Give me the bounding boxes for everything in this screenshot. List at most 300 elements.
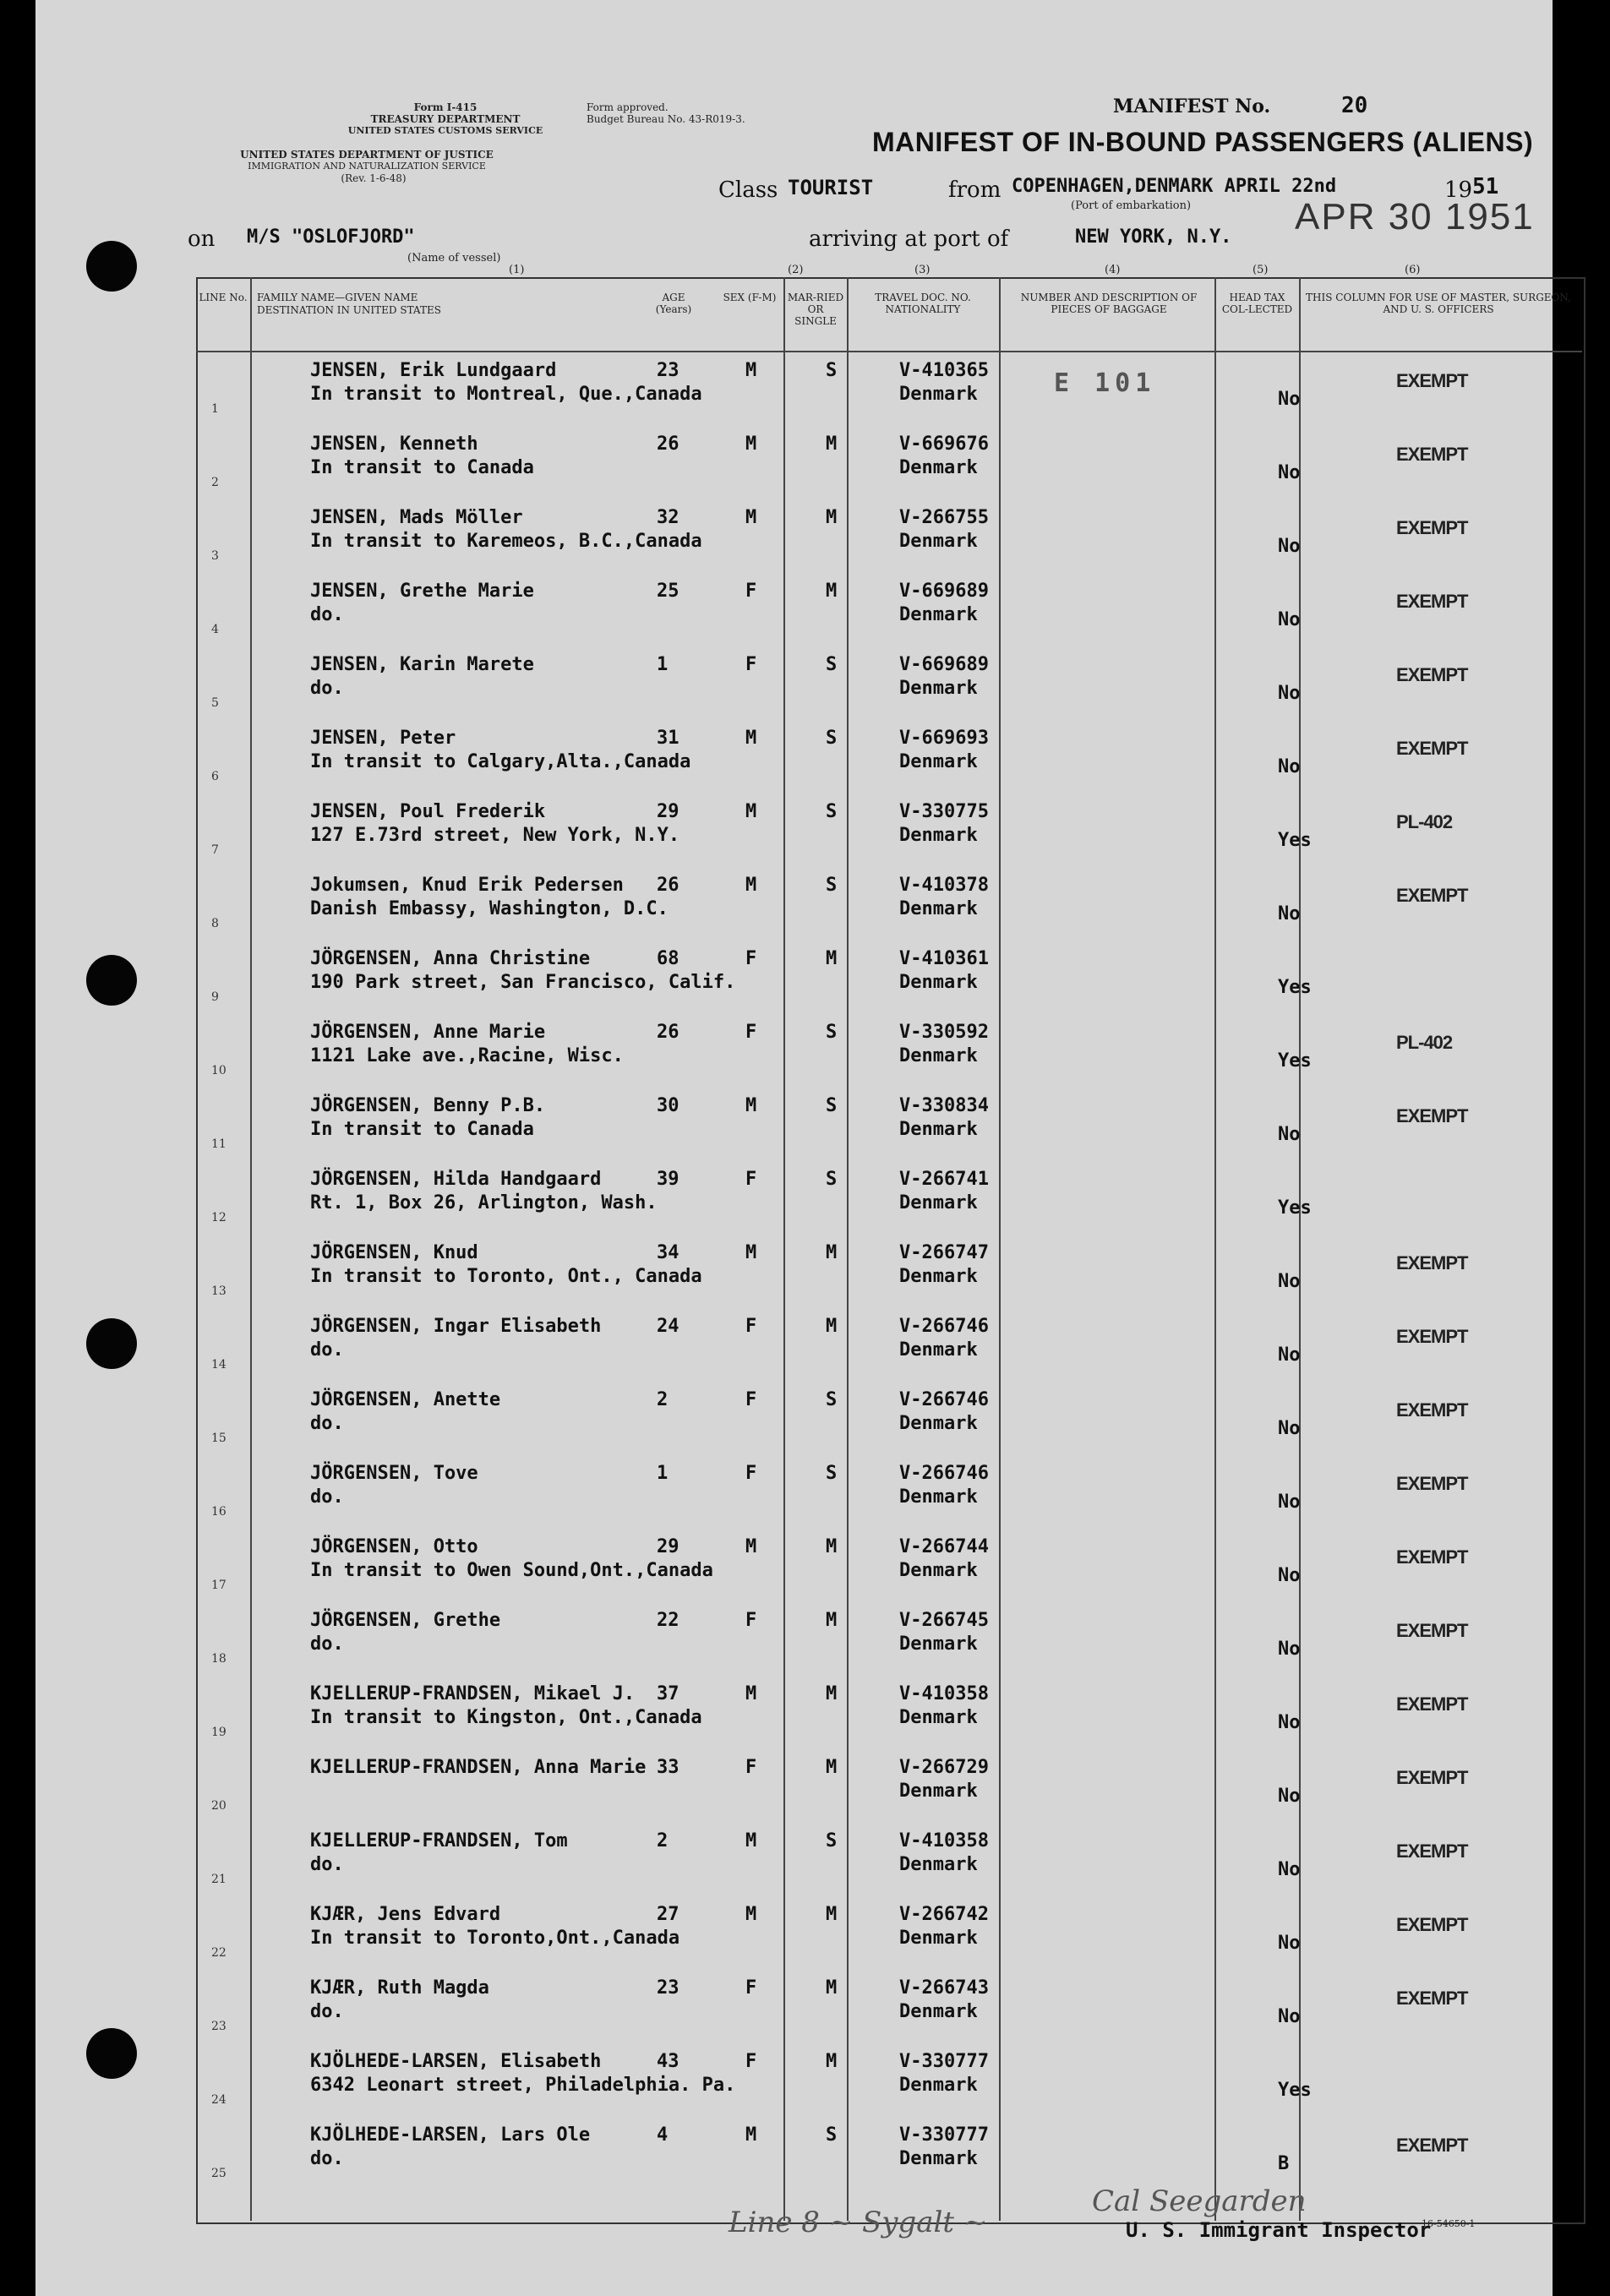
passenger-name: KJELLERUP-FRANDSEN, Tom — [310, 1830, 568, 1852]
travel-document-number: V-410365 — [899, 360, 989, 381]
officer-annotation: EXEMPT — [1396, 2135, 1468, 2156]
travel-document-number: V-330777 — [899, 2051, 989, 2072]
passenger-destination: In transit to Canada — [310, 1119, 534, 1140]
passenger-destination: do. — [310, 1633, 344, 1655]
line-number: 16 — [211, 1505, 226, 1519]
arriving-label: arriving at port of — [809, 226, 1009, 252]
head-tax-collected: No — [1278, 1344, 1301, 1366]
officer-annotation: EXEMPT — [1396, 1767, 1468, 1788]
passenger-name: Jokumsen, Knud Erik Pedersen — [310, 875, 624, 896]
officer-annotation: EXEMPT — [1396, 1252, 1468, 1273]
passenger-destination: do. — [310, 1413, 344, 1434]
passenger-destination: do. — [310, 2148, 344, 2169]
passenger-name: JENSEN, Poul Frederik — [310, 801, 546, 822]
passenger-age: 27 — [657, 1904, 679, 1925]
table-row — [196, 1677, 1582, 1750]
passenger-sex: M — [745, 1683, 757, 1704]
passenger-marital-status: M — [826, 1683, 838, 1704]
head-tax-collected: No — [1278, 1859, 1301, 1880]
officer-annotation: EXEMPT — [1396, 1620, 1468, 1641]
passenger-name: JÖRGENSEN, Anna Christine — [310, 948, 591, 969]
header-name: FAMILY NAME—GIVEN NAME — [257, 292, 418, 303]
officer-annotation: EXEMPT — [1396, 591, 1468, 612]
passenger-name: JÖRGENSEN, Otto — [310, 1536, 478, 1557]
line-number: 17 — [211, 1579, 226, 1592]
passenger-name: JÖRGENSEN, Knud — [310, 1242, 478, 1263]
passenger-age: 39 — [657, 1169, 679, 1190]
passenger-name: KJELLERUP-FRANDSEN, Mikael J. — [310, 1683, 636, 1704]
form-revision: (Rev. 1-6-48) — [341, 172, 407, 184]
officer-annotation: EXEMPT — [1396, 370, 1468, 391]
table-row — [196, 868, 1582, 941]
budget-bureau: Budget Bureau No. 43-R019-3. — [587, 113, 745, 125]
passenger-age: 1 — [657, 654, 669, 675]
table-row — [196, 1603, 1582, 1677]
passenger-nationality: Denmark — [899, 1192, 978, 1213]
head-tax-collected: Yes — [1278, 2080, 1312, 2101]
travel-document-number: V-669689 — [899, 581, 989, 602]
passenger-age: 1 — [657, 1463, 669, 1484]
passenger-name: KJÆR, Ruth Magda — [310, 1977, 489, 1999]
table-row — [196, 1824, 1582, 1897]
form-code: 16-54650-1 — [1422, 2218, 1476, 2229]
passenger-sex: F — [745, 1169, 757, 1190]
passenger-nationality: Denmark — [899, 898, 978, 919]
table-row — [196, 2044, 1582, 2118]
passenger-marital-status: S — [826, 875, 838, 896]
passenger-destination: In transit to Toronto, Ont., Canada — [310, 1266, 702, 1287]
passenger-age: 26 — [657, 1022, 679, 1043]
header-baggage: NUMBER AND DESCRIPTION OF PIECES OF BAGGAGE — [1020, 292, 1198, 315]
passenger-nationality: Denmark — [899, 2001, 978, 2022]
passenger-age: 23 — [657, 360, 679, 381]
passenger-sex: F — [745, 1757, 757, 1778]
head-tax-collected: Yes — [1278, 1197, 1312, 1219]
officer-annotation: PL-402 — [1396, 811, 1453, 832]
manifest-title: MANIFEST OF IN-BOUND PASSENGERS (ALIENS) — [872, 127, 1534, 157]
passenger-name: JENSEN, Erik Lundgaard — [310, 360, 557, 381]
table-row — [196, 574, 1582, 647]
head-tax-collected: No — [1278, 536, 1301, 557]
on-label: on — [188, 226, 216, 252]
head-tax-collected: Yes — [1278, 830, 1312, 851]
passenger-marital-status: M — [826, 581, 838, 602]
passenger-name: JENSEN, Karin Marete — [310, 654, 534, 675]
department-of-justice: UNITED STATES DEPARTMENT OF JUSTICE — [240, 149, 494, 161]
passenger-marital-status: S — [826, 1389, 838, 1410]
officer-annotation: EXEMPT — [1396, 885, 1468, 906]
line-number: 12 — [211, 1211, 226, 1224]
head-tax-collected: No — [1278, 2006, 1301, 2027]
line-number: 2 — [211, 476, 219, 489]
passenger-destination: 190 Park street, San Francisco, Calif. — [310, 972, 736, 993]
year-value: 51 — [1472, 174, 1499, 199]
from-label: from — [948, 177, 1001, 203]
passenger-marital-status: M — [826, 1536, 838, 1557]
col-number-3: (3) — [914, 264, 931, 276]
table-row — [196, 1971, 1582, 2044]
passenger-sex: M — [745, 360, 757, 381]
travel-document-number: V-330775 — [899, 801, 989, 822]
travel-document-number: V-266743 — [899, 1977, 989, 1999]
manifest-label: MANIFEST No. — [1113, 95, 1271, 117]
passenger-nationality: Denmark — [899, 1781, 978, 1802]
officer-annotation: EXEMPT — [1396, 1841, 1468, 1862]
passenger-destination: do. — [310, 604, 344, 625]
line-number: 4 — [211, 623, 219, 636]
header-divider — [196, 351, 1582, 352]
line-number: 13 — [211, 1284, 226, 1298]
baggage-description: E 101 — [1054, 368, 1156, 398]
passenger-sex: M — [745, 434, 757, 455]
class-value: TOURIST — [788, 176, 874, 199]
table-row — [196, 1162, 1582, 1235]
passenger-name: JENSEN, Mads Möller — [310, 507, 523, 528]
passenger-age: 22 — [657, 1610, 679, 1631]
passenger-sex: F — [745, 2051, 757, 2072]
passenger-age: 43 — [657, 2051, 679, 2072]
passenger-marital-status: M — [826, 948, 838, 969]
passenger-age: 26 — [657, 434, 679, 455]
travel-document-number: V-669693 — [899, 728, 989, 749]
line-number: 15 — [211, 1432, 226, 1445]
travel-document-number: V-330592 — [899, 1022, 989, 1043]
head-tax-collected: B — [1278, 2153, 1290, 2174]
head-tax-collected: No — [1278, 1712, 1301, 1733]
passenger-sex: M — [745, 1536, 757, 1557]
passenger-marital-status: M — [826, 1316, 838, 1337]
passenger-age: 24 — [657, 1316, 679, 1337]
passenger-age: 30 — [657, 1095, 679, 1116]
passenger-age: 4 — [657, 2124, 669, 2146]
port-embarkation-caption: (Port of embarkation) — [1071, 199, 1192, 212]
line-number: 9 — [211, 990, 219, 1004]
passenger-sex: F — [745, 581, 757, 602]
passenger-marital-status: S — [826, 1022, 838, 1043]
passenger-marital-status: S — [826, 360, 838, 381]
passenger-destination: In transit to Toronto,Ont.,Canada — [310, 1928, 680, 1949]
year-prefix: 19 — [1444, 177, 1473, 203]
col-number-4: (4) — [1105, 264, 1121, 276]
passenger-destination: Danish Embassy, Washington, D.C. — [310, 898, 669, 919]
passenger-marital-status: S — [826, 1169, 838, 1190]
passenger-destination: 1121 Lake ave.,Racine, Wisc. — [310, 1045, 624, 1066]
passenger-nationality: Denmark — [899, 531, 978, 552]
head-tax-collected: No — [1278, 1271, 1301, 1292]
passenger-age: 37 — [657, 1683, 679, 1704]
passenger-sex: F — [745, 1463, 757, 1484]
col-number-2: (2) — [788, 264, 804, 276]
passenger-name: KJÖLHEDE-LARSEN, Lars Ole — [310, 2124, 591, 2146]
officer-annotation: EXEMPT — [1396, 517, 1468, 538]
travel-document-number: V-266746 — [899, 1463, 989, 1484]
header-travel-doc: TRAVEL DOC. NO. NATIONALITY — [875, 292, 971, 315]
passenger-name: JÖRGENSEN, Anette — [310, 1389, 501, 1410]
passenger-nationality: Denmark — [899, 972, 978, 993]
line-number: 22 — [211, 1946, 226, 1960]
passenger-age: 31 — [657, 728, 679, 749]
table-row — [196, 1235, 1582, 1309]
table-row — [196, 1309, 1582, 1383]
line-number: 8 — [211, 917, 219, 930]
passenger-marital-status: S — [826, 1095, 838, 1116]
officer-annotation: EXEMPT — [1396, 1693, 1468, 1715]
travel-document-number: V-266745 — [899, 1610, 989, 1631]
line-number: 5 — [211, 696, 219, 710]
passenger-age: 26 — [657, 875, 679, 896]
vessel-name: M/S "OSLOFJORD" — [247, 226, 415, 248]
punch-hole — [86, 2028, 137, 2079]
passenger-sex: F — [745, 1610, 757, 1631]
passenger-nationality: Denmark — [899, 1413, 978, 1434]
passenger-destination: Rt. 1, Box 26, Arlington, Wash. — [310, 1192, 658, 1213]
passenger-nationality: Denmark — [899, 384, 978, 405]
passenger-marital-status: S — [826, 1463, 838, 1484]
head-tax-collected: No — [1278, 389, 1301, 410]
passenger-name: JÖRGENSEN, Ingar Elisabeth — [310, 1316, 602, 1337]
passenger-sex: F — [745, 948, 757, 969]
passenger-sex: M — [745, 1242, 757, 1263]
passenger-marital-status: S — [826, 654, 838, 675]
header-age: AGE (Years) — [655, 292, 692, 315]
passenger-marital-status: M — [826, 507, 838, 528]
passenger-nationality: Denmark — [899, 1707, 978, 1728]
header-sex: SEX (F-M) — [723, 292, 777, 303]
passenger-nationality: Denmark — [899, 678, 978, 699]
table-row — [196, 1383, 1582, 1456]
passenger-marital-status: M — [826, 1757, 838, 1778]
table-row — [196, 1088, 1582, 1162]
passenger-marital-status: S — [826, 1830, 838, 1852]
officer-annotation: EXEMPT — [1396, 444, 1468, 465]
line-number: 21 — [211, 1873, 226, 1886]
passenger-age: 23 — [657, 1977, 679, 1999]
officer-annotation: EXEMPT — [1396, 1473, 1468, 1494]
passenger-name: KJÖLHEDE-LARSEN, Elisabeth — [310, 2051, 602, 2072]
passenger-destination: do. — [310, 1854, 344, 1875]
form-approved: Form approved. — [587, 101, 669, 113]
passenger-age: 25 — [657, 581, 679, 602]
passenger-nationality: Denmark — [899, 2075, 978, 2096]
table-row — [196, 1750, 1582, 1824]
passenger-destination: In transit to Kingston, Ont.,Canada — [310, 1707, 702, 1728]
travel-document-number: V-410378 — [899, 875, 989, 896]
passenger-marital-status: M — [826, 1610, 838, 1631]
passenger-name: JENSEN, Peter — [310, 728, 456, 749]
travel-document-number: V-266746 — [899, 1389, 989, 1410]
passenger-marital-status: M — [826, 1242, 838, 1263]
passenger-sex: M — [745, 1830, 757, 1852]
head-tax-collected: No — [1278, 1933, 1301, 1954]
arrival-date-stamp: APR 30 1951 — [1295, 196, 1535, 237]
travel-document-number: V-669689 — [899, 654, 989, 675]
passenger-name: JÖRGENSEN, Grethe — [310, 1610, 501, 1631]
passenger-sex: M — [745, 801, 757, 822]
ins-service: IMMIGRATION AND NATURALIZATION SERVICE — [248, 161, 486, 172]
passenger-marital-status: S — [826, 2124, 838, 2146]
travel-document-number: V-410358 — [899, 1830, 989, 1852]
line-number: 7 — [211, 843, 219, 857]
officer-annotation: EXEMPT — [1396, 1914, 1468, 1935]
travel-document-number: V-330777 — [899, 2124, 989, 2146]
passenger-sex: M — [745, 875, 757, 896]
officer-annotation: PL-402 — [1396, 1032, 1453, 1053]
passenger-nationality: Denmark — [899, 1266, 978, 1287]
passenger-name: JENSEN, Grethe Marie — [310, 581, 534, 602]
passenger-name: KJELLERUP-FRANDSEN, Anna Marie — [310, 1757, 647, 1778]
table-row — [196, 2118, 1582, 2191]
handwritten-signature: Line 8 ~ Sygalt ~ — [729, 2206, 988, 2239]
head-tax-collected: No — [1278, 683, 1301, 704]
passenger-sex: F — [745, 1022, 757, 1043]
table-row — [196, 721, 1582, 794]
passenger-nationality: Denmark — [899, 604, 978, 625]
col-number-1: (1) — [509, 264, 525, 276]
passenger-sex: M — [745, 2124, 757, 2146]
head-tax-collected: No — [1278, 1565, 1301, 1586]
form-number: Form I-415 — [413, 101, 478, 113]
passenger-nationality: Denmark — [899, 1560, 978, 1581]
arrival-port: NEW YORK, N.Y. — [1075, 226, 1232, 248]
head-tax-collected: Yes — [1278, 1050, 1312, 1072]
passenger-sex: F — [745, 1316, 757, 1337]
passenger-nationality: Denmark — [899, 1486, 978, 1508]
officer-annotation: EXEMPT — [1396, 1399, 1468, 1421]
passenger-marital-status: M — [826, 2051, 838, 2072]
passenger-age: 2 — [657, 1830, 669, 1852]
table-row — [196, 427, 1582, 500]
passenger-destination: In transit to Montreal, Que.,Canada — [310, 384, 702, 405]
header-line-no: LINE No. — [199, 292, 248, 303]
line-number: 19 — [211, 1726, 226, 1739]
passenger-name: JÖRGENSEN, Benny P.B. — [310, 1095, 546, 1116]
treasury-department: TREASURY DEPARTMENT — [370, 113, 521, 125]
head-tax-collected: No — [1278, 1492, 1301, 1513]
passenger-destination: 6342 Leonart street, Philadelphia. Pa. — [310, 2075, 736, 2096]
head-tax-collected: No — [1278, 903, 1301, 924]
passenger-destination: In transit to Canada — [310, 457, 534, 478]
travel-document-number: V-266742 — [899, 1904, 989, 1925]
travel-document-number: V-330834 — [899, 1095, 989, 1116]
passenger-destination: In transit to Owen Sound,Ont.,Canada — [310, 1560, 713, 1581]
line-number: 24 — [211, 2093, 226, 2107]
officer-annotation: EXEMPT — [1396, 738, 1468, 759]
passenger-name: JÖRGENSEN, Tove — [310, 1463, 478, 1484]
head-tax-collected: No — [1278, 609, 1301, 630]
line-number: 10 — [211, 1064, 226, 1077]
passenger-age: 29 — [657, 1536, 679, 1557]
head-tax-collected: No — [1278, 462, 1301, 483]
officer-annotation: EXEMPT — [1396, 1105, 1468, 1126]
passenger-nationality: Denmark — [899, 1119, 978, 1140]
head-tax-collected: No — [1278, 1786, 1301, 1807]
passenger-nationality: Denmark — [899, 1854, 978, 1875]
passenger-age: 68 — [657, 948, 679, 969]
passenger-destination: In transit to Karemeos, B.C.,Canada — [310, 531, 702, 552]
passenger-age: 2 — [657, 1389, 669, 1410]
travel-document-number: V-669676 — [899, 434, 989, 455]
passenger-sex: F — [745, 654, 757, 675]
passenger-name: JÖRGENSEN, Hilda Handgaard — [310, 1169, 602, 1190]
table-row — [196, 1530, 1582, 1603]
line-number: 3 — [211, 549, 219, 563]
officer-annotation: EXEMPT — [1396, 1326, 1468, 1347]
table-row — [196, 794, 1582, 868]
manifest-page — [35, 0, 1571, 2296]
inspector-title: U. S. Immigrant Inspector — [1126, 2218, 1432, 2242]
col-number-5: (5) — [1253, 264, 1269, 276]
passenger-destination: do. — [310, 2001, 344, 2022]
line-number: 1 — [211, 402, 219, 416]
table-row — [196, 500, 1582, 574]
passenger-destination: 127 E.73rd street, New York, N.Y. — [310, 825, 680, 846]
passenger-name: JÖRGENSEN, Anne Marie — [310, 1022, 546, 1043]
officer-annotation: EXEMPT — [1396, 664, 1468, 685]
customs-service: UNITED STATES CUSTOMS SERVICE — [347, 125, 543, 136]
passenger-name: KJÆR, Jens Edvard — [310, 1904, 501, 1925]
line-number: 14 — [211, 1358, 226, 1372]
passenger-age: 33 — [657, 1757, 679, 1778]
table-row — [196, 1015, 1582, 1088]
passenger-sex: F — [745, 1389, 757, 1410]
line-number: 20 — [211, 1799, 226, 1813]
table-row — [196, 1897, 1582, 1971]
passenger-marital-status: M — [826, 434, 838, 455]
line-number: 6 — [211, 770, 219, 783]
table-row — [196, 353, 1582, 427]
passenger-nationality: Denmark — [899, 1633, 978, 1655]
line-number: 11 — [211, 1137, 226, 1151]
head-tax-collected: No — [1278, 1639, 1301, 1660]
punch-hole — [86, 241, 137, 292]
officer-annotation: EXEMPT — [1396, 1988, 1468, 2009]
travel-document-number: V-266744 — [899, 1536, 989, 1557]
passenger-age: 29 — [657, 801, 679, 822]
class-label: Class — [718, 177, 778, 203]
passenger-marital-status: S — [826, 801, 838, 822]
header-married: MAR-RIED OR SINGLE — [787, 292, 844, 327]
line-number: 25 — [211, 2167, 226, 2180]
travel-document-number: V-266746 — [899, 1316, 989, 1337]
head-tax-collected: No — [1278, 1418, 1301, 1439]
line-number: 18 — [211, 1652, 226, 1666]
travel-document-number: V-266729 — [899, 1757, 989, 1778]
punch-hole — [86, 955, 137, 1006]
passenger-sex: M — [745, 1904, 757, 1925]
travel-document-number: V-410358 — [899, 1683, 989, 1704]
head-tax-collected: No — [1278, 1124, 1301, 1145]
vessel-caption: (Name of vessel) — [407, 252, 501, 265]
header-destination: DESTINATION IN UNITED STATES — [257, 304, 441, 316]
passenger-nationality: Denmark — [899, 1928, 978, 1949]
passenger-marital-status: S — [826, 728, 838, 749]
inspector-signature: Cal Seegarden — [1092, 2184, 1307, 2218]
passenger-sex: M — [745, 1095, 757, 1116]
line-number: 23 — [211, 2020, 226, 2033]
travel-document-number: V-266741 — [899, 1169, 989, 1190]
header-head-tax: HEAD TAX COL-LECTED — [1221, 292, 1293, 315]
passenger-marital-status: M — [826, 1904, 838, 1925]
travel-document-number: V-266747 — [899, 1242, 989, 1263]
passenger-nationality: Denmark — [899, 2148, 978, 2169]
passenger-nationality: Denmark — [899, 751, 978, 772]
passenger-destination: do. — [310, 678, 344, 699]
head-tax-collected: Yes — [1278, 977, 1312, 998]
passenger-sex: M — [745, 507, 757, 528]
passenger-marital-status: M — [826, 1977, 838, 1999]
passenger-destination: do. — [310, 1339, 344, 1361]
passenger-age: 32 — [657, 507, 679, 528]
